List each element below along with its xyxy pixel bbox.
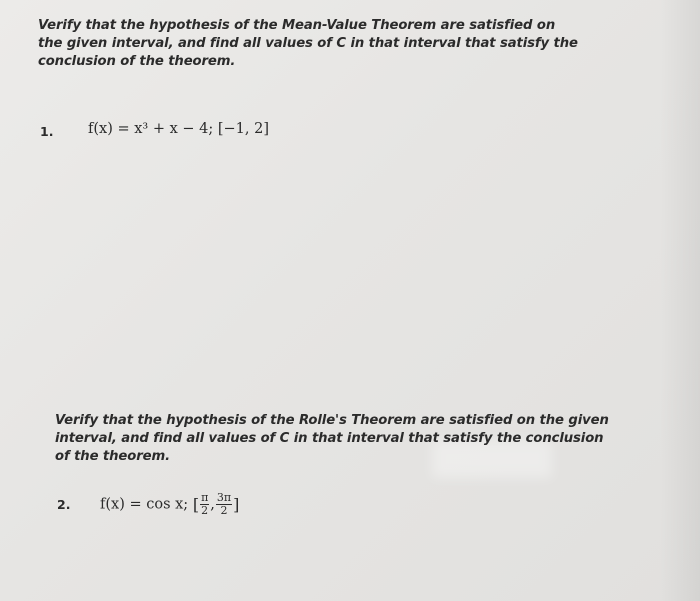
lower-numerator: π bbox=[201, 491, 209, 504]
rolle-instructions: Verify that the hypothesis of the Rolle's Theorem are satisfied on the given interval, and find all values of C in that interval that satisfy the conclusion of the theorem. bbox=[55, 413, 609, 464]
page-shadow bbox=[660, 0, 700, 601]
problem-2-function: f(x) = cos x; bbox=[100, 496, 189, 513]
problem-2-expression bbox=[100, 492, 239, 517]
interval-comma: , bbox=[210, 496, 215, 513]
problem-1-function: f(x) = x³ + x − 4; bbox=[88, 121, 214, 137]
interval-close-bracket: ] bbox=[233, 495, 240, 514]
interval-lower-fraction bbox=[200, 492, 209, 517]
interval-upper-fraction bbox=[216, 492, 232, 517]
upper-numerator: 3π bbox=[216, 491, 232, 504]
problem-1-expression bbox=[88, 121, 269, 137]
upper-denominator: 2 bbox=[220, 504, 228, 517]
problem-1-interval: [−1, 2] bbox=[217, 121, 269, 137]
mvt-instructions: Verify that the hypothesis of the Mean-Value Theorem are satisfied on the given interval, and find all values of C in that interval that satisfy the conclusion of the theorem. bbox=[38, 18, 578, 69]
lower-denominator: 2 bbox=[201, 504, 209, 517]
problem-1-number: 1. bbox=[40, 124, 54, 139]
interval-open-bracket: [ bbox=[192, 495, 200, 514]
problem-2-number: 2. bbox=[57, 497, 71, 512]
